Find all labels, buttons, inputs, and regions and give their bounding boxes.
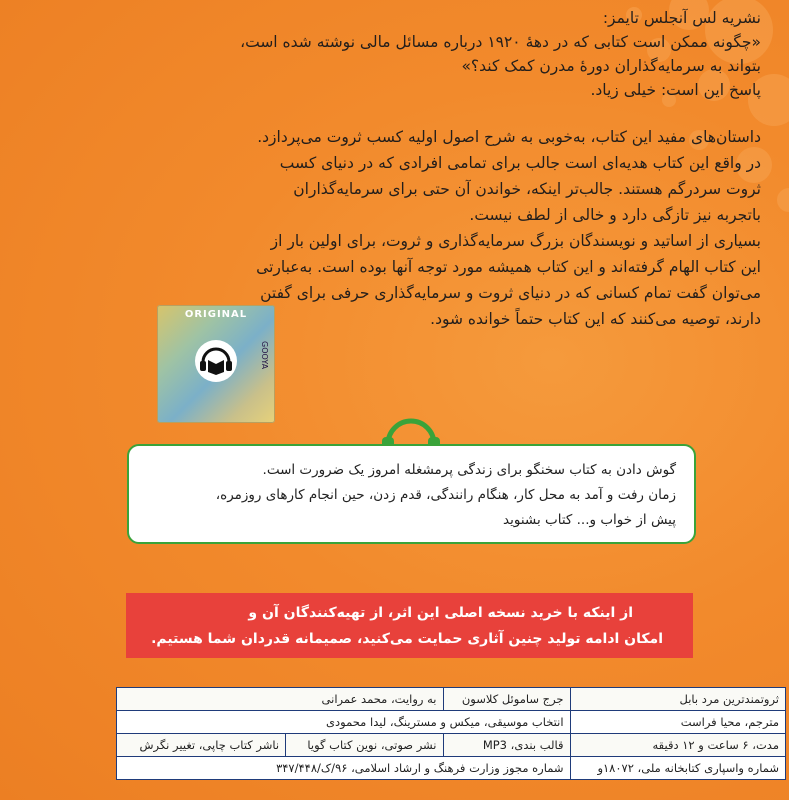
quote-line: «چگونه ممکن است کتابی که در دهۀ ۱۹۲۰ درباره مسائل مالی نوشته شده است،	[240, 33, 761, 51]
table-row	[117, 734, 786, 757]
quote-block	[26, 6, 761, 102]
paragraph-line: دارند، توصیه می‌کنند که این کتاب حتماً خوانده شود.	[430, 310, 761, 328]
table-row	[117, 757, 786, 780]
table-cell: نشر صوتی، نوین کتاب گویا	[286, 734, 443, 757]
table-cell: مدت، ۶ ساعت و ۱۲ دقیقه	[570, 734, 785, 757]
seal-original-text: ORIGINAL	[184, 309, 248, 320]
quote-line: بتواند به سرمایه‌گذاران دورۀ مدرن کمک کند؟»	[461, 57, 761, 75]
table-cell: شماره مجوز وزارت فرهنگ و ارشاد اسلامی، ۹۶/ک/۳۴۷/۴۴۸	[117, 757, 571, 780]
seal-brand-text: GOOYA	[260, 341, 269, 370]
paragraph-line: بسیاری از اساتید و نویسندگان بزرگ سرمایه‌گذاری و ثروت، برای اولین بار از	[270, 232, 761, 250]
support-notice-banner	[126, 593, 693, 658]
table-cell: جرج ساموئل کلاسون	[443, 688, 570, 711]
paragraph-line: در واقع این کتاب هدیه‌ای است جالب برای تمامی افرادی که در دنیای کسب	[279, 154, 761, 172]
book-headphones-logo-icon	[194, 338, 238, 384]
table-cell: ناشر کتاب چاپی، تغییر نگرش	[117, 734, 286, 757]
quote-line: پاسخ این است: خیلی زیاد.	[590, 81, 761, 99]
box-line: زمان رفت و آمد به محل کار، هنگام رانندگی، قدم زدن، حین انجام کارهای روزمره،	[215, 487, 676, 503]
table-row	[117, 688, 786, 711]
table-cell: به روایت، محمد عمرانی	[117, 688, 444, 711]
paragraph-line: این کتاب الهام گرفته‌اند و این کتاب همیشه مورد توجه آنها بوده است. به‌عبارتی	[256, 258, 761, 276]
paragraph-line: می‌توان گفت تمام کسانی که در دنیای ثروت و سرمایه‌گذاری حرفی برای گفتن	[260, 284, 761, 302]
description-paragraph	[21, 124, 761, 332]
table-cell: ثروتمندترین مرد بابل	[570, 688, 785, 711]
table-cell: انتخاب موسیقی، میکس و مسترینگ، لیدا محمودی	[117, 711, 571, 734]
quote-line: نشریه لس آنجلس تایمز:	[602, 9, 761, 27]
notice-line: از اینکه با خرید نسخه اصلی این اثر، از تهیه‌کنندگان آن و	[248, 605, 633, 621]
paragraph-line: ثروت سردرگم هستند. جالب‌تر اینکه، خواندن آن حتی برای سرمایه‌گذاران	[293, 180, 761, 198]
hologram-seal	[157, 305, 275, 423]
audiobook-info-box	[127, 444, 696, 544]
table-cell: شماره واسپاری کتابخانه ملی، ۱۸۰۷۲و	[570, 757, 785, 780]
box-line: پیش از خواب و... کتاب بشنوید	[503, 512, 676, 528]
table-cell: قالب بندی، MP3	[443, 734, 570, 757]
box-line: گوش دادن به کتاب سخنگو برای زندگی پرمشغله امروز یک ضرورت است.	[262, 462, 676, 478]
paragraph-line: باتجربه نیز تازگی دارد و خالی از لطف نیست.	[469, 206, 761, 224]
table-row	[117, 711, 786, 734]
credits-table	[116, 687, 786, 780]
notice-line: امکان ادامه تولید چنین آثاری حمایت می‌کنید، صمیمانه قدردان شما هستیم.	[151, 631, 663, 647]
table-cell: مترجم، محیا فراست	[570, 711, 785, 734]
paragraph-line: داستان‌های مفید این کتاب، به‌خوبی به شرح اصول اولیه کسب ثروت می‌پردازد.	[257, 128, 761, 146]
